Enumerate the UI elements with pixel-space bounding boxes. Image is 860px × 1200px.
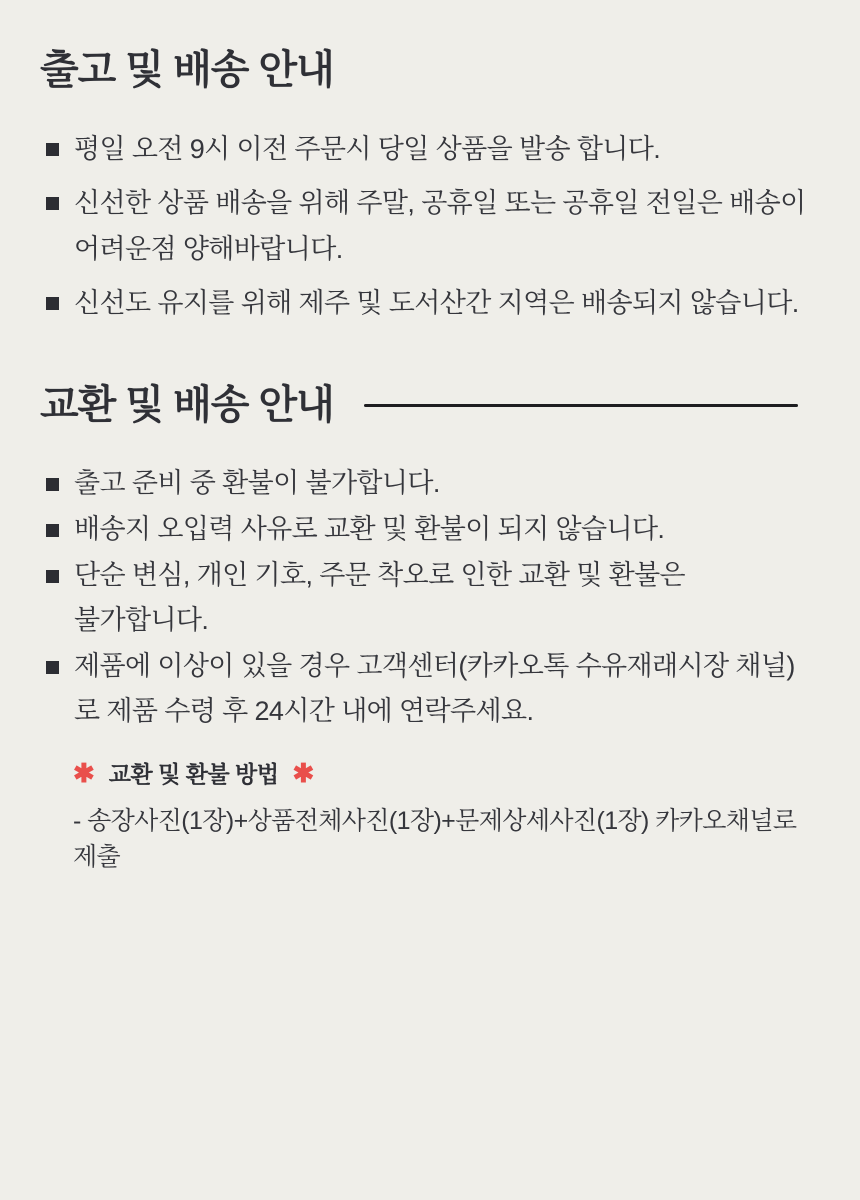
bullet-item (40, 644, 820, 734)
bullet-line: 어려운점 양해바랍니다. (74, 234, 343, 264)
shipping-bullet-list (40, 126, 820, 326)
exchange-refund-note (73, 756, 820, 875)
square-bullet-icon (46, 661, 59, 674)
exchange-bullet-list (40, 461, 820, 734)
square-bullet-icon (46, 570, 59, 583)
bullet-item (40, 280, 820, 326)
square-bullet-icon (46, 524, 59, 537)
section-shipping (40, 46, 820, 326)
bullet-line: 신선한 상품 배송을 위해 주말, 공휴일 또는 공휴일 전일은 배송이 (74, 188, 806, 218)
bullet-item (40, 126, 820, 172)
bullet-line: 출고 준비 중 환불이 불가합니다. (74, 468, 440, 498)
exchange-title-row (40, 381, 820, 429)
shipping-title-row (40, 46, 820, 94)
bullet-item (40, 553, 820, 643)
bullet-line: 평일 오전 9시 이전 주문시 당일 상품을 발송 합니다. (74, 134, 661, 164)
title-rule-divider (364, 404, 798, 407)
bullet-line: 신선도 유지를 위해 제주 및 도서산간 지역은 배송되지 않습니다. (74, 288, 799, 318)
bullet-item (40, 180, 820, 272)
shipping-section-title: 출고 및 배송 안내 (40, 48, 334, 92)
square-bullet-icon (46, 478, 59, 491)
exchange-section-title: 교환 및 배송 안내 (40, 383, 334, 427)
note-header (73, 756, 820, 789)
square-bullet-icon (46, 197, 59, 210)
note-detail: - 송장사진(1장)+상품전체사진(1장)+문제상세사진(1장) 카카오채널로 제출 (73, 807, 797, 871)
asterisk-left-icon: ✱ (73, 757, 95, 788)
bullet-line: 로 제품 수령 후 24시간 내에 연락주세요. (74, 696, 534, 726)
bullet-line: 단순 변심, 개인 기호, 주문 착오로 인한 교환 및 환불은 (74, 560, 686, 590)
asterisk-right-icon: ✱ (292, 757, 315, 788)
section-exchange (40, 381, 820, 875)
square-bullet-icon (46, 297, 59, 310)
bullet-line: 배송지 오입력 사유로 교환 및 환불이 되지 않습니다. (74, 514, 665, 544)
square-bullet-icon (46, 143, 59, 156)
note-title: 교환 및 환불 방법 (108, 761, 279, 787)
bullet-line: 제품에 이상이 있을 경우 고객센터(카카오톡 수유재래시장 채널) (74, 651, 795, 681)
bullet-item (40, 507, 820, 552)
bullet-item (40, 461, 820, 506)
bullet-line: 불가합니다. (74, 605, 209, 635)
